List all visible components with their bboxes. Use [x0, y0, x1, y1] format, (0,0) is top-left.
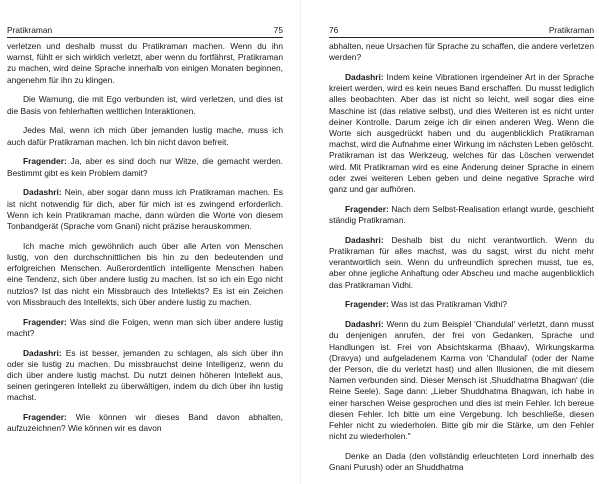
page-gutter — [300, 0, 301, 484]
paragraph — [7, 41, 283, 86]
left-page-body — [7, 41, 283, 435]
paragraph-text: Ich mache mich gewöhnlich auch über alle Arten von Menschen lustig, von den durchschnittlichen bis hin zu den bedeutenden und erfolgreichen Menschen. Außerordentlich intelligente Menschen haben eine Tendenz, sich über andere lustig zu machen. Ist so ich ein Ego nicht nutzlos? Ist das nicht ein Missbrauch des Intellekts? Es ist ein Zeichen von Missbrauch des Intellekts, sich über andere lustig zu machen. — [7, 240, 283, 307]
right-page-header — [329, 24, 594, 38]
right-page-number: 76 — [329, 25, 339, 35]
paragraph — [7, 187, 283, 232]
paragraph-text: Nach dem Selbst-Realisation erlangt wurde, geschieht ständig Pratikraman. — [329, 203, 595, 226]
speaker-label: Fragender: — [23, 156, 67, 167]
speaker-label: Fragender: — [345, 203, 389, 214]
paragraph — [7, 317, 283, 339]
paragraph — [7, 94, 283, 116]
paragraph-text: Wie können wir dieses Band davon abhalten, aufzuzeichnen? Wie können wir es davon — [7, 412, 284, 434]
paragraph — [7, 348, 283, 404]
paragraph — [329, 299, 594, 310]
paragraph — [7, 241, 283, 308]
speaker-label: Fragender: — [345, 299, 389, 310]
speaker-label: Dadashri: — [345, 72, 384, 82]
paragraph-text: Was sind die Folgen, wenn man sich über andere lustig macht? — [7, 316, 284, 338]
paragraph — [329, 451, 594, 473]
speaker-label: Fragender: — [23, 316, 67, 327]
paragraph-text: Nein, aber sogar dann muss ich Pratikraman machen. Es ist nicht notwendig für dich, aber für mich ist es zwingend erforderlich. Wenn ich kein Pratikraman mache, dann würden die Worte von diesem Tonbandgerät (Sprache vom Gnani) nicht präzise herauskommen. — [7, 187, 283, 232]
left-page-running-title: Pratikraman — [7, 25, 53, 35]
paragraph-text: Es ist besser, jemanden zu schlagen, als sich über ihn oder sie lustig zu machen. Du missbrauchst deine Intelligenz, wenn du dich über andere lustig machst. Du nutzt deinen höheren Intellekt aus, seinen geringeren Intellekt zu überwältigen, indem du dich über ihn lustig machst. — [7, 347, 283, 403]
paragraph-text: Deshalb bist du nicht verantwortlich. Wenn du Pratikraman für alles machst, was du sagst, wirst du nicht mehr verantwortlich sein. Wenn du unfreundlich sprechen musst, tue es, aber ohne jegliche Anhaftung oder Abscheu und mache augenblicklich das Pratikraman Vidhi. — [329, 234, 594, 290]
speaker-label: Dadashri: — [345, 234, 384, 245]
left-page-number: 75 — [273, 25, 283, 35]
paragraph — [7, 156, 283, 178]
paragraph — [329, 72, 594, 195]
paragraph-text: Wenn du zum Beispiel 'Chandulal' verletzt, dann musst du denjenigen anrufen, der frei von Gedanken, Sprache und Handlungen ist. Frei von Absichtskarma (Bhaav), Wirkungskarma (Dravya) und aufgeladenem Karma von 'Chandulal' (oder der Name der Person, die du verletzt hast) und allen Illusionen, die mit diesem Namen verbunden sind. Dieser Mensch ist ‚Shuddhatma Bhagwan' (die Reine Seele). Sage dann: „Lieber Shuddhatma Bhagwan, ich habe in einer harschen Weise gesprochen und dies ist mein Fehler. Ich bereue diesen Fehler. Ich bitte um eine Vergebung. Ich beschließe, diesen Fehler nicht zu wiederholen. Bitte gib mir die Stärke, um den Fehler nicht zu wiederholen." — [329, 319, 594, 442]
paragraph-text: Ja, aber es sind doch nur Witze, die gemacht werden. Bestimmt gibt es kein Problem damit? — [7, 156, 283, 178]
speaker-label: Dadashri: — [345, 319, 384, 330]
paragraph — [329, 235, 594, 291]
paragraph-text: Was ist das Pratikraman Vidhi? — [391, 299, 507, 310]
paragraph — [7, 125, 283, 147]
paragraph-text: Denke an Dada (den vollständig erleuchteten Lord innerhalb des Gnani Purush) oder an Shuddhatma — [329, 451, 594, 473]
paragraph-text: Indem keine Vibrationen irgendeiner Art in der Sprache kreiert werden, wird es kein neues Band erschaffen. Du musst lediglich alles beobachten. Aber das ist nicht so leicht, weil sogar dies eine Maschine ist (das relative selbst), und dies Weiteren ist es nicht unter deiner Kontrolle. Darum zeige ich dir einen anderen Weg. Wenn die Worte sich ausgedrückt haben und du augenblicklich Pratikraman machst, wird die Aufnahme einer Wirkung im nächsten Leben gelöscht. Pratikraman ist das Werkzeug, welches für das Löschen verwendet wird. Mit Pratikraman wird es eine Änderung deiner Sprache in einem oder zwei weiteren Leben geben und deine negative Sprache wird ganz und gar aufhören. — [329, 72, 595, 195]
right-page-body — [329, 41, 594, 473]
speaker-label: Fragender: — [23, 412, 67, 423]
left-page-header — [7, 24, 283, 38]
paragraph-text: abhalten, neue Ursachen für Sprache zu schaffen, die andere verletzen werden? — [329, 41, 594, 63]
paragraph-text: verletzen und deshalb musst du Pratikraman machen. Wenn du ihn warnst, fühlt er sich wirklich verletzt, aber wenn du fortfährst, Pratikraman zu machen, wird deine Sprache innerhalb von einigen Monaten beginnen, angenehm für ihn zu klingen. — [7, 41, 283, 85]
paragraph — [329, 204, 594, 226]
speaker-label: Dadashri: — [23, 187, 62, 198]
paragraph-text: Jedes Mal, wenn ich mich über jemanden lustig mache, muss ich auch dafür Pratikraman machen. Ich bin nicht davon befreit. — [7, 125, 283, 147]
paragraph-text: Die Warnung, die mit Ego verbunden ist, wird verletzen, und dies ist die Basis von fehlerhaften weltlichen Interaktionen. — [7, 94, 283, 116]
paragraph — [7, 412, 283, 434]
paragraph — [329, 41, 594, 63]
paragraph — [329, 319, 594, 442]
speaker-label: Dadashri: — [23, 347, 62, 358]
left-page — [7, 0, 283, 484]
right-page-running-title: Pratikraman — [548, 25, 594, 35]
right-page — [329, 0, 594, 484]
